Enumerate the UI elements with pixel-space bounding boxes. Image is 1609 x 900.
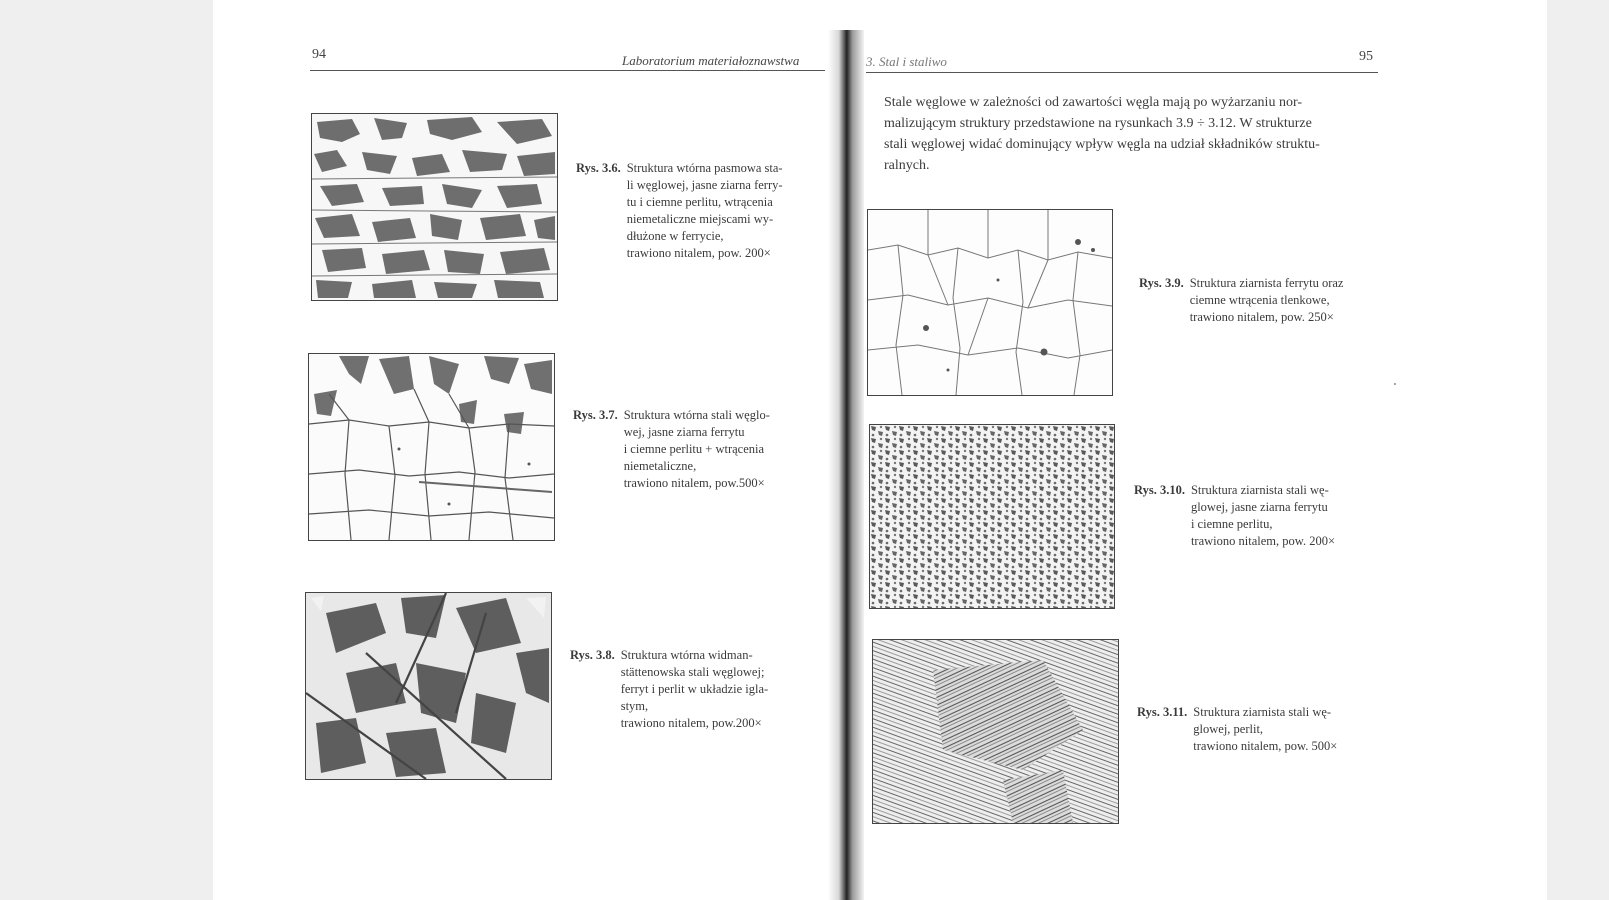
intro-paragraph [884,92,1384,176]
caption-line: Struktura wtórna pasmowa sta- [626,161,783,175]
paragraph-line: malizującym struktury przedstawione na rysunkach 3.9 ÷ 3.12. W strukturze [884,116,1312,131]
caption-line: ciemne wtrącenia tlenkowe, [1189,293,1330,307]
caption-label: Rys. 3.11. [1137,705,1188,719]
caption-label: Rys. 3.9. [1139,276,1184,290]
caption-label: Rys. 3.8. [570,648,615,662]
caption-line: Struktura ziarnista ferrytu oraz [1189,276,1344,290]
paragraph-line: ralnych. [884,158,930,173]
viewer-background-left [0,0,213,900]
paragraph-line: stali węglowej widać dominujący wpływ węgla na udział składników struktu- [884,137,1320,152]
caption-fig-3-11 [1137,704,1337,755]
caption-line: trawiono nitalem, pow. 200× [626,246,771,260]
caption-line: i ciemne perlitu, [1190,517,1273,531]
left-header-rule [310,70,825,71]
caption-line: trawiono nitalem, pow.200× [620,716,762,730]
left-page-number: 94 [312,47,326,62]
caption-line: ferryt i perlit w układzie igla- [620,682,769,696]
micrograph-fig-3-10 [869,424,1115,609]
micrograph-fig-3-7 [308,353,555,541]
caption-label: Rys. 3.7. [573,408,618,422]
caption-line: trawiono nitalem, pow. 500× [1193,739,1338,753]
caption-line: i ciemne perlitu + wtrącenia [623,442,765,456]
right-header-rule [866,72,1378,73]
caption-line: trawiono nitalem, pow. 200× [1190,534,1336,548]
caption-line: trawiono nitalem, pow. 250× [1189,310,1334,324]
caption-fig-3-8 [570,647,768,732]
right-page-header: 3. Stal i staliwo [866,54,947,69]
paragraph-line: Stale węglowe w zależności od zawartości węgla mają po wyżarzaniu nor- [884,95,1302,110]
caption-fig-3-9 [1139,275,1343,326]
caption-line: stättenowska stali węglowej; [620,665,765,679]
micrograph-fig-3-8 [305,592,552,780]
scan-speck [1394,383,1396,385]
caption-line: Struktura wtórna stali węglo- [623,408,770,422]
caption-label: Rys. 3.6. [576,161,621,175]
caption-line: niemetaliczne, [623,459,697,473]
caption-line: stym, [620,699,649,713]
caption-fig-3-10 [1134,482,1335,550]
right-page-number: 95 [1359,49,1373,64]
left-page-header: Laboratorium materiałoznawstwa [622,53,800,68]
caption-line: tu i ciemne perlitu, wtrącenia [626,195,773,209]
micrograph-fig-3-9 [867,209,1113,396]
caption-fig-3-7 [573,407,770,492]
caption-line: dłużone w ferrycie, [626,229,724,243]
book-gutter [828,30,864,900]
viewer-background-right [1547,0,1609,900]
caption-line: trawiono nitalem, pow.500× [623,476,765,490]
caption-line: Struktura wtórna widman- [620,648,753,662]
caption-line: niemetaliczne miejscami wy- [626,212,774,226]
caption-line: li węglowej, jasne ziarna ferry- [626,178,783,192]
micrograph-fig-3-6 [311,113,558,301]
caption-label: Rys. 3.10. [1134,483,1185,497]
caption-line: wej, jasne ziarna ferrytu [623,425,745,439]
caption-line: Struktura ziarnista stali wę- [1193,705,1332,719]
caption-line: glowej, perlit, [1193,722,1264,736]
micrograph-fig-3-11 [872,639,1119,824]
caption-line: Struktura ziarnista stali wę- [1190,483,1329,497]
caption-line: glowej, jasne ziarna ferrytu [1190,500,1328,514]
caption-fig-3-6 [576,160,783,262]
